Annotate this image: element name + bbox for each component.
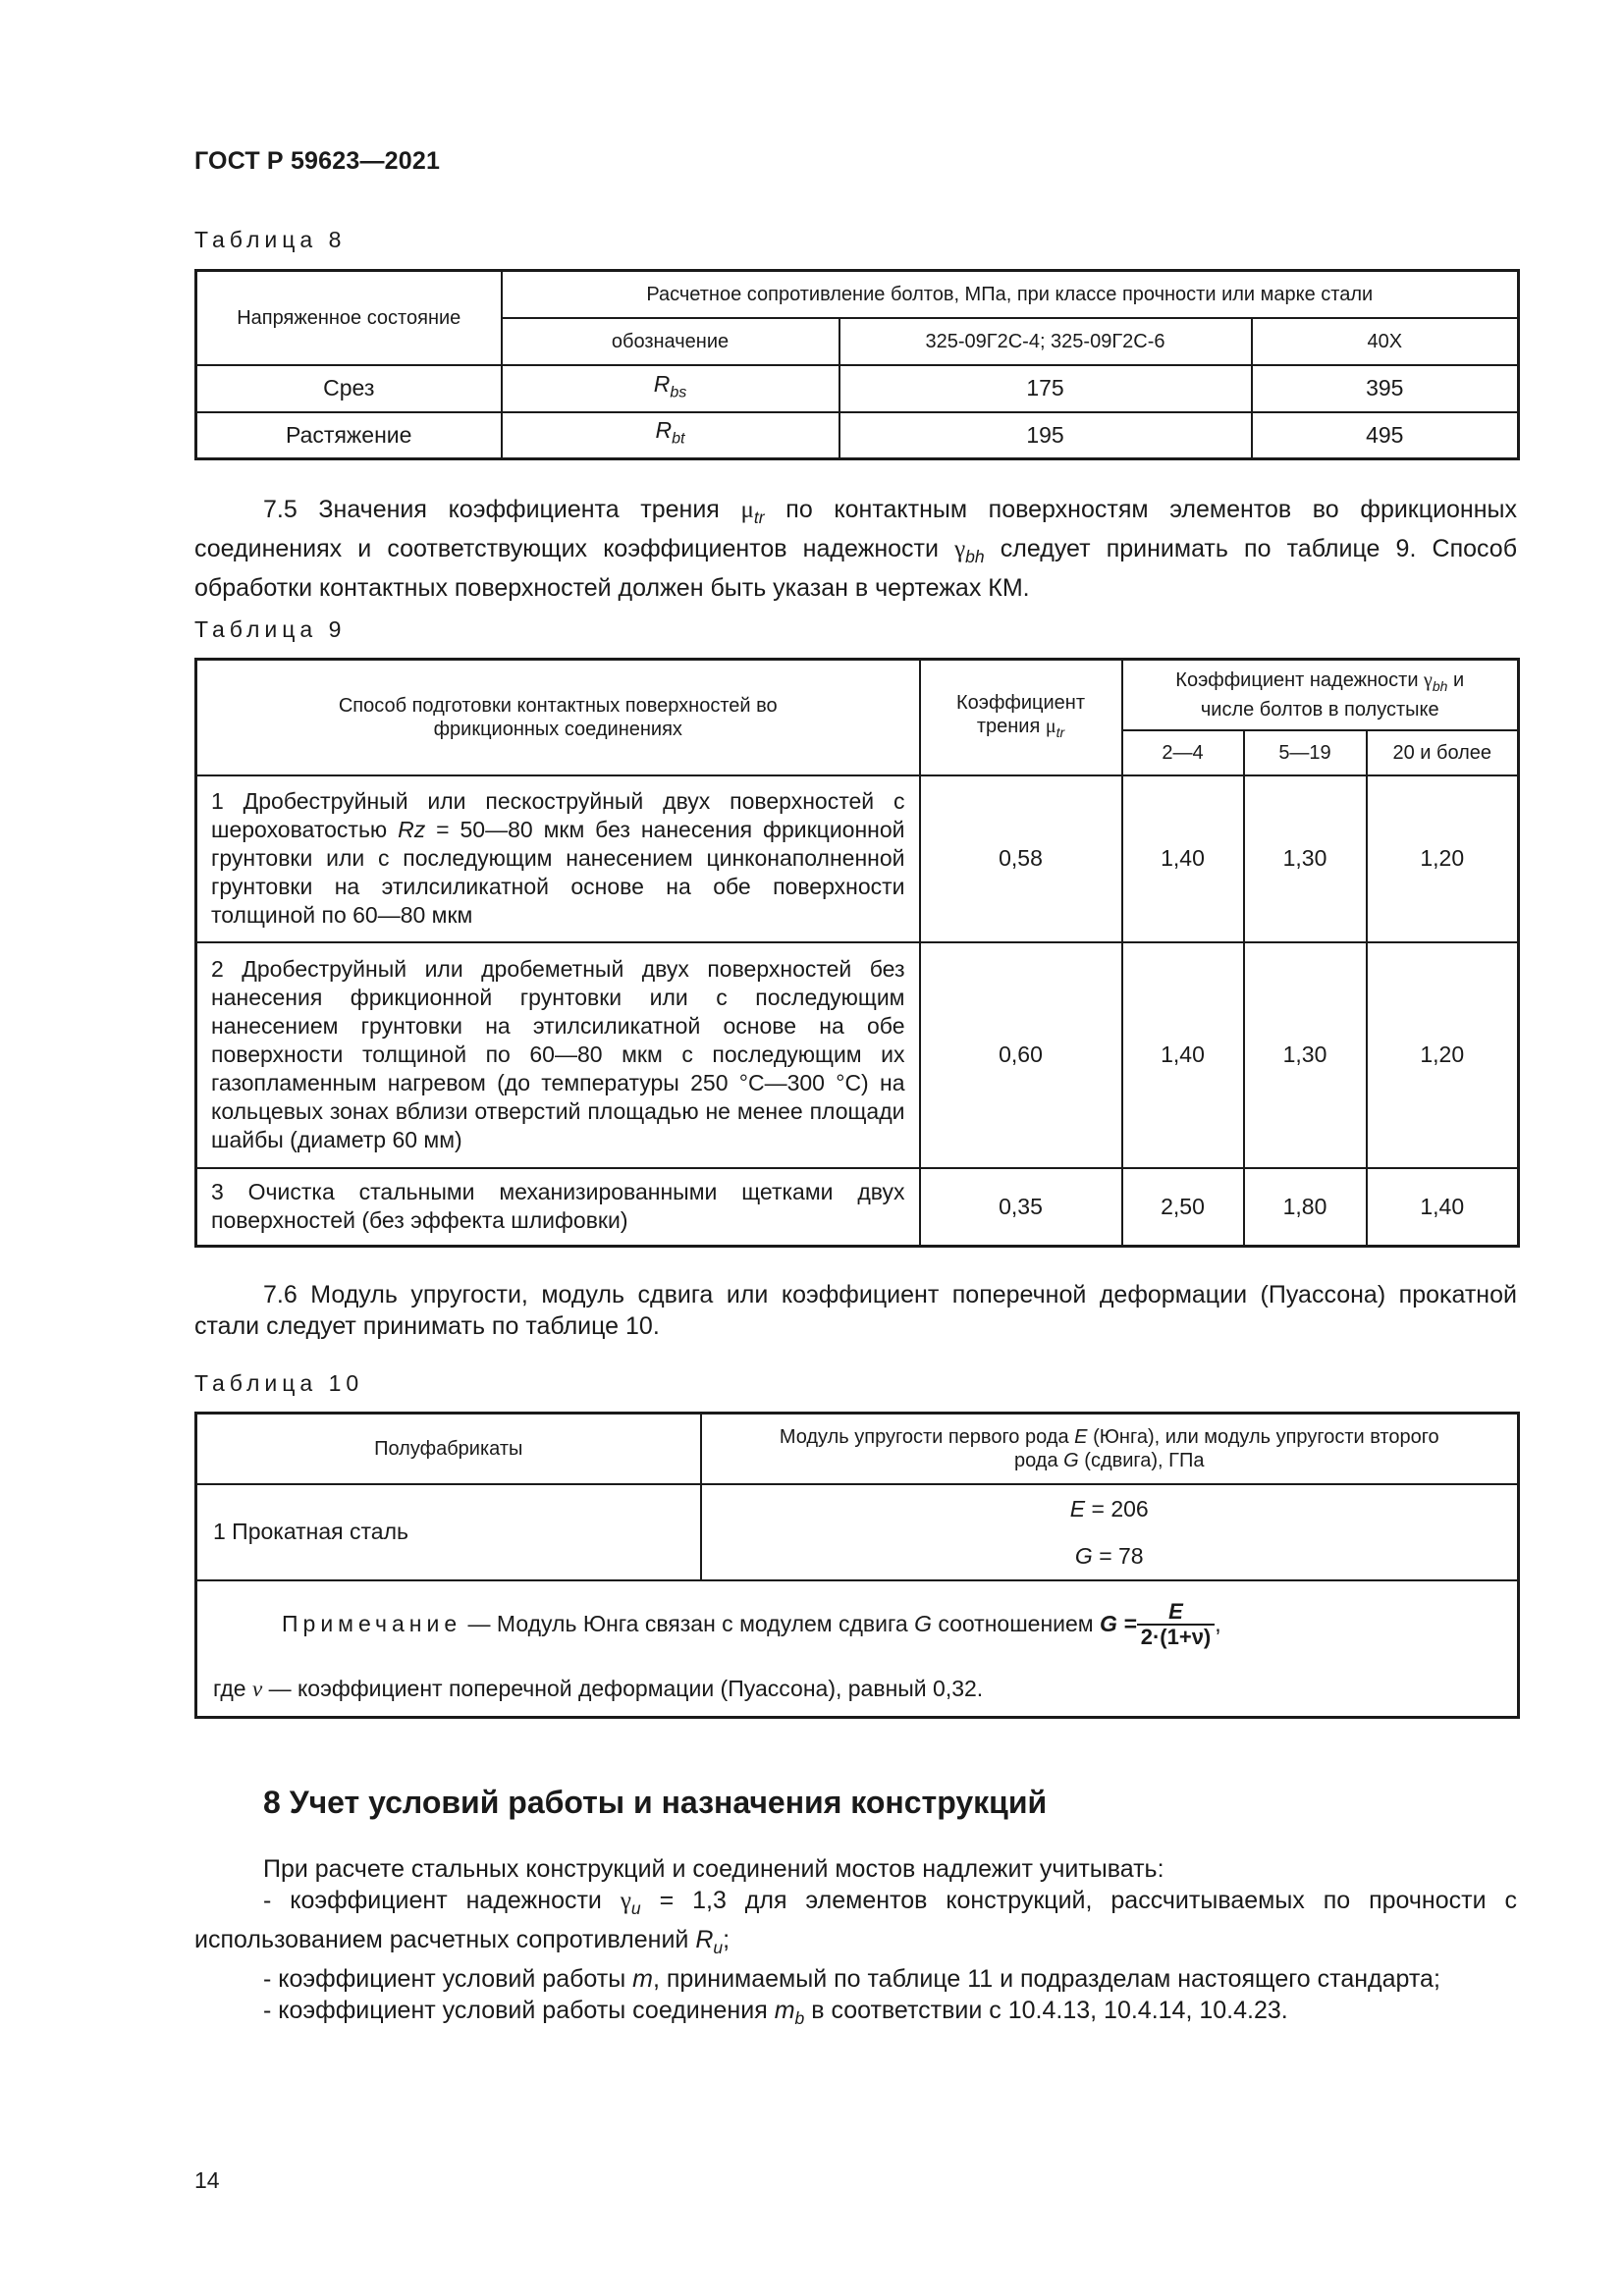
table9-header-bolts-20: 20 и более [1367,730,1519,775]
table9-reliability-value: 1,40 [1122,942,1244,1168]
section-8-bullet-3: - коэффициент условий работы соединения $m_b$ в соответствии с 10.4.13, 10.4.14, 10.4.23. [263,1997,1288,2029]
section-8-title: 8 Учет условий работы и назначения конструкций [263,1785,1048,1820]
table9-caption: Таблица 9 [194,616,347,642]
table9-method: 3 Очистка стальными механизированными щетками двух поверхностей (без эффекта шлифовки) [196,1168,920,1247]
table9-reliability-value: 1,40 [1122,775,1244,942]
table9-header-method: Способ подготовки контактных поверхностей во фрикционных соединениях [196,660,920,775]
paragraph-7-5: 7.5 Значения коэффициента трения $\mu_{tr}$ по контактным поверхностям элементов во фрикционных соединениях и соответствующих коэффициентов надежности $\gamma_{bh}$ следует принимать по таблице 9. Способ обработки контактных поверхностей должен быть указан в чертежах КМ. [194,496,1518,603]
table-row [196,942,1519,1168]
table9-reliability-value: 1,30 [1244,775,1367,942]
table10-modulus-values [701,1484,1519,1580]
table-row [196,365,1519,412]
table8-symbol: $R_{bt}$ [502,412,839,459]
table9-friction-value: 0,60 [920,942,1122,1168]
table9-header-friction: Коэффициент трения $\mu_{tr}$ [920,660,1122,775]
table10-header-modulus: Модуль упругости первого рода E (Юнга), или модуль упругости второго рода G (сдвига), ГПа [701,1414,1519,1484]
table10 [194,1412,1520,1719]
table8-header-steel2: 40Х [1252,318,1519,365]
table10-product: 1 Прокатная сталь [196,1484,701,1580]
table8-state: Растяжение [196,412,502,459]
table8-symbol: $R_{bs}$ [502,365,839,412]
table10-g-value: G = 78 [1074,1542,1144,1569]
table8-header-resistance: Расчетное сопротивление болтов, МПа, при классе прочности или марке стали [502,271,1519,318]
table9-reliability-value: 1,80 [1244,1168,1367,1247]
paragraph-7-6: 7.6 Модуль упругости, модуль сдвига или коэффициент поперечной деформации (Пуассона) проκатной стали следует принимать по таблице 10. [194,1281,1517,1340]
table-row [196,1168,1519,1247]
table9-reliability-value: 1,30 [1244,942,1367,1168]
table9-reliability-value: 2,50 [1122,1168,1244,1247]
table9-header-reliability: Коэффициент надежности $\gamma_{bh}$ и числе болтов в полустыке [1122,660,1519,730]
table-row [196,1484,1519,1580]
note-where: где ν — коэффициент поперечной деформации (Пуассона), равный 0,32. [213,1675,984,1701]
document-header: ГОСТ Р 59623—2021 [194,147,441,175]
table8-value: 195 [839,412,1252,459]
formula-lhs: G = [1100,1611,1137,1637]
page-number: 14 [194,2167,220,2193]
table10-caption: Таблица 10 [194,1370,364,1396]
table9-reliability-value: 1,20 [1367,942,1519,1168]
table8-header-designation: обозначение [502,318,839,365]
table8-header-steel1: 325-09Г2С-4; 325-09Г2С-6 [839,318,1252,365]
table10-note: Примечание — Модуль Юнга связан с модулем сдвига G соотношением G = $\frac{E}{2\cdot(1+\nu)}$ , где ν — коэффициент поперечной деформации (Пуассона), равный 0,32. [196,1580,1519,1718]
table8-value: 175 [839,365,1252,412]
table9-reliability-value: 1,20 [1367,775,1519,942]
table9-header-bolts-5-19: 5—19 [1244,730,1367,775]
table8-header-state: Напряженное состояние [196,271,502,365]
table8 [194,269,1520,460]
table8-value: 495 [1252,412,1519,459]
table9-header-bolts-2-4: 2—4 [1122,730,1244,775]
table10-e-value: E = 206 [1069,1495,1149,1522]
note-label: Примечание [282,1611,462,1637]
table9-friction-value: 0,35 [920,1168,1122,1247]
table8-state: Срез [196,365,502,412]
table9-friction-value: 0,58 [920,775,1122,942]
table8-value: 395 [1252,365,1519,412]
formula-fraction: $\frac{E}{2\cdot(1+\nu)}$ [1137,1600,1216,1649]
table-row [196,775,1519,942]
table9-method: 1 Дробеструйный или пескоструйный двух поверхностей с шероховатостью Rz = 50—80 мкм без нанесения фрикционной грунтовки или с последующим нанесением цинконаполненной грунтовки на этилсиликатной основе на обе поверхности толщиной по 60—80 мкм [196,775,920,942]
section-8-bullet-1: - коэффициент надежности $\gamma_u = 1,3$ для элементов конструкций, рассчитываемых по прочности с использованием расчетных сопротивлений $R_u$; [194,1887,1517,1958]
section-8-body [194,1853,1517,2034]
table9 [194,658,1520,1248]
table8-caption: Таблица 8 [194,227,347,252]
table9-method: 2 Дробеструйный или дробеметный двух поверхностей без нанесения фрикционной грунтовки или с последующим нанесением грунтовки на этилсиликатной основе на обе поверхности толщиной по 60—80 мкм с последующим их газопламенным нагревом (до температуры 250 °С—300 °С) на кольцевых зонах вблизи отверстий площадью не менее площади шайбы (диаметр 60 мм) [196,942,920,1168]
section-8-intro: При расчете стальных конструкций и соединений мостов надлежит учитывать: [263,1855,1164,1883]
section-8-bullet-2: - коэффициент условий работы m, принимаемый по таблице 11 и подразделам настоящего стандарта; [263,1965,1440,1994]
table10-header-products: Полуфабрикаты [196,1414,701,1484]
table9-reliability-value: 1,40 [1367,1168,1519,1247]
table-row [196,412,1519,459]
